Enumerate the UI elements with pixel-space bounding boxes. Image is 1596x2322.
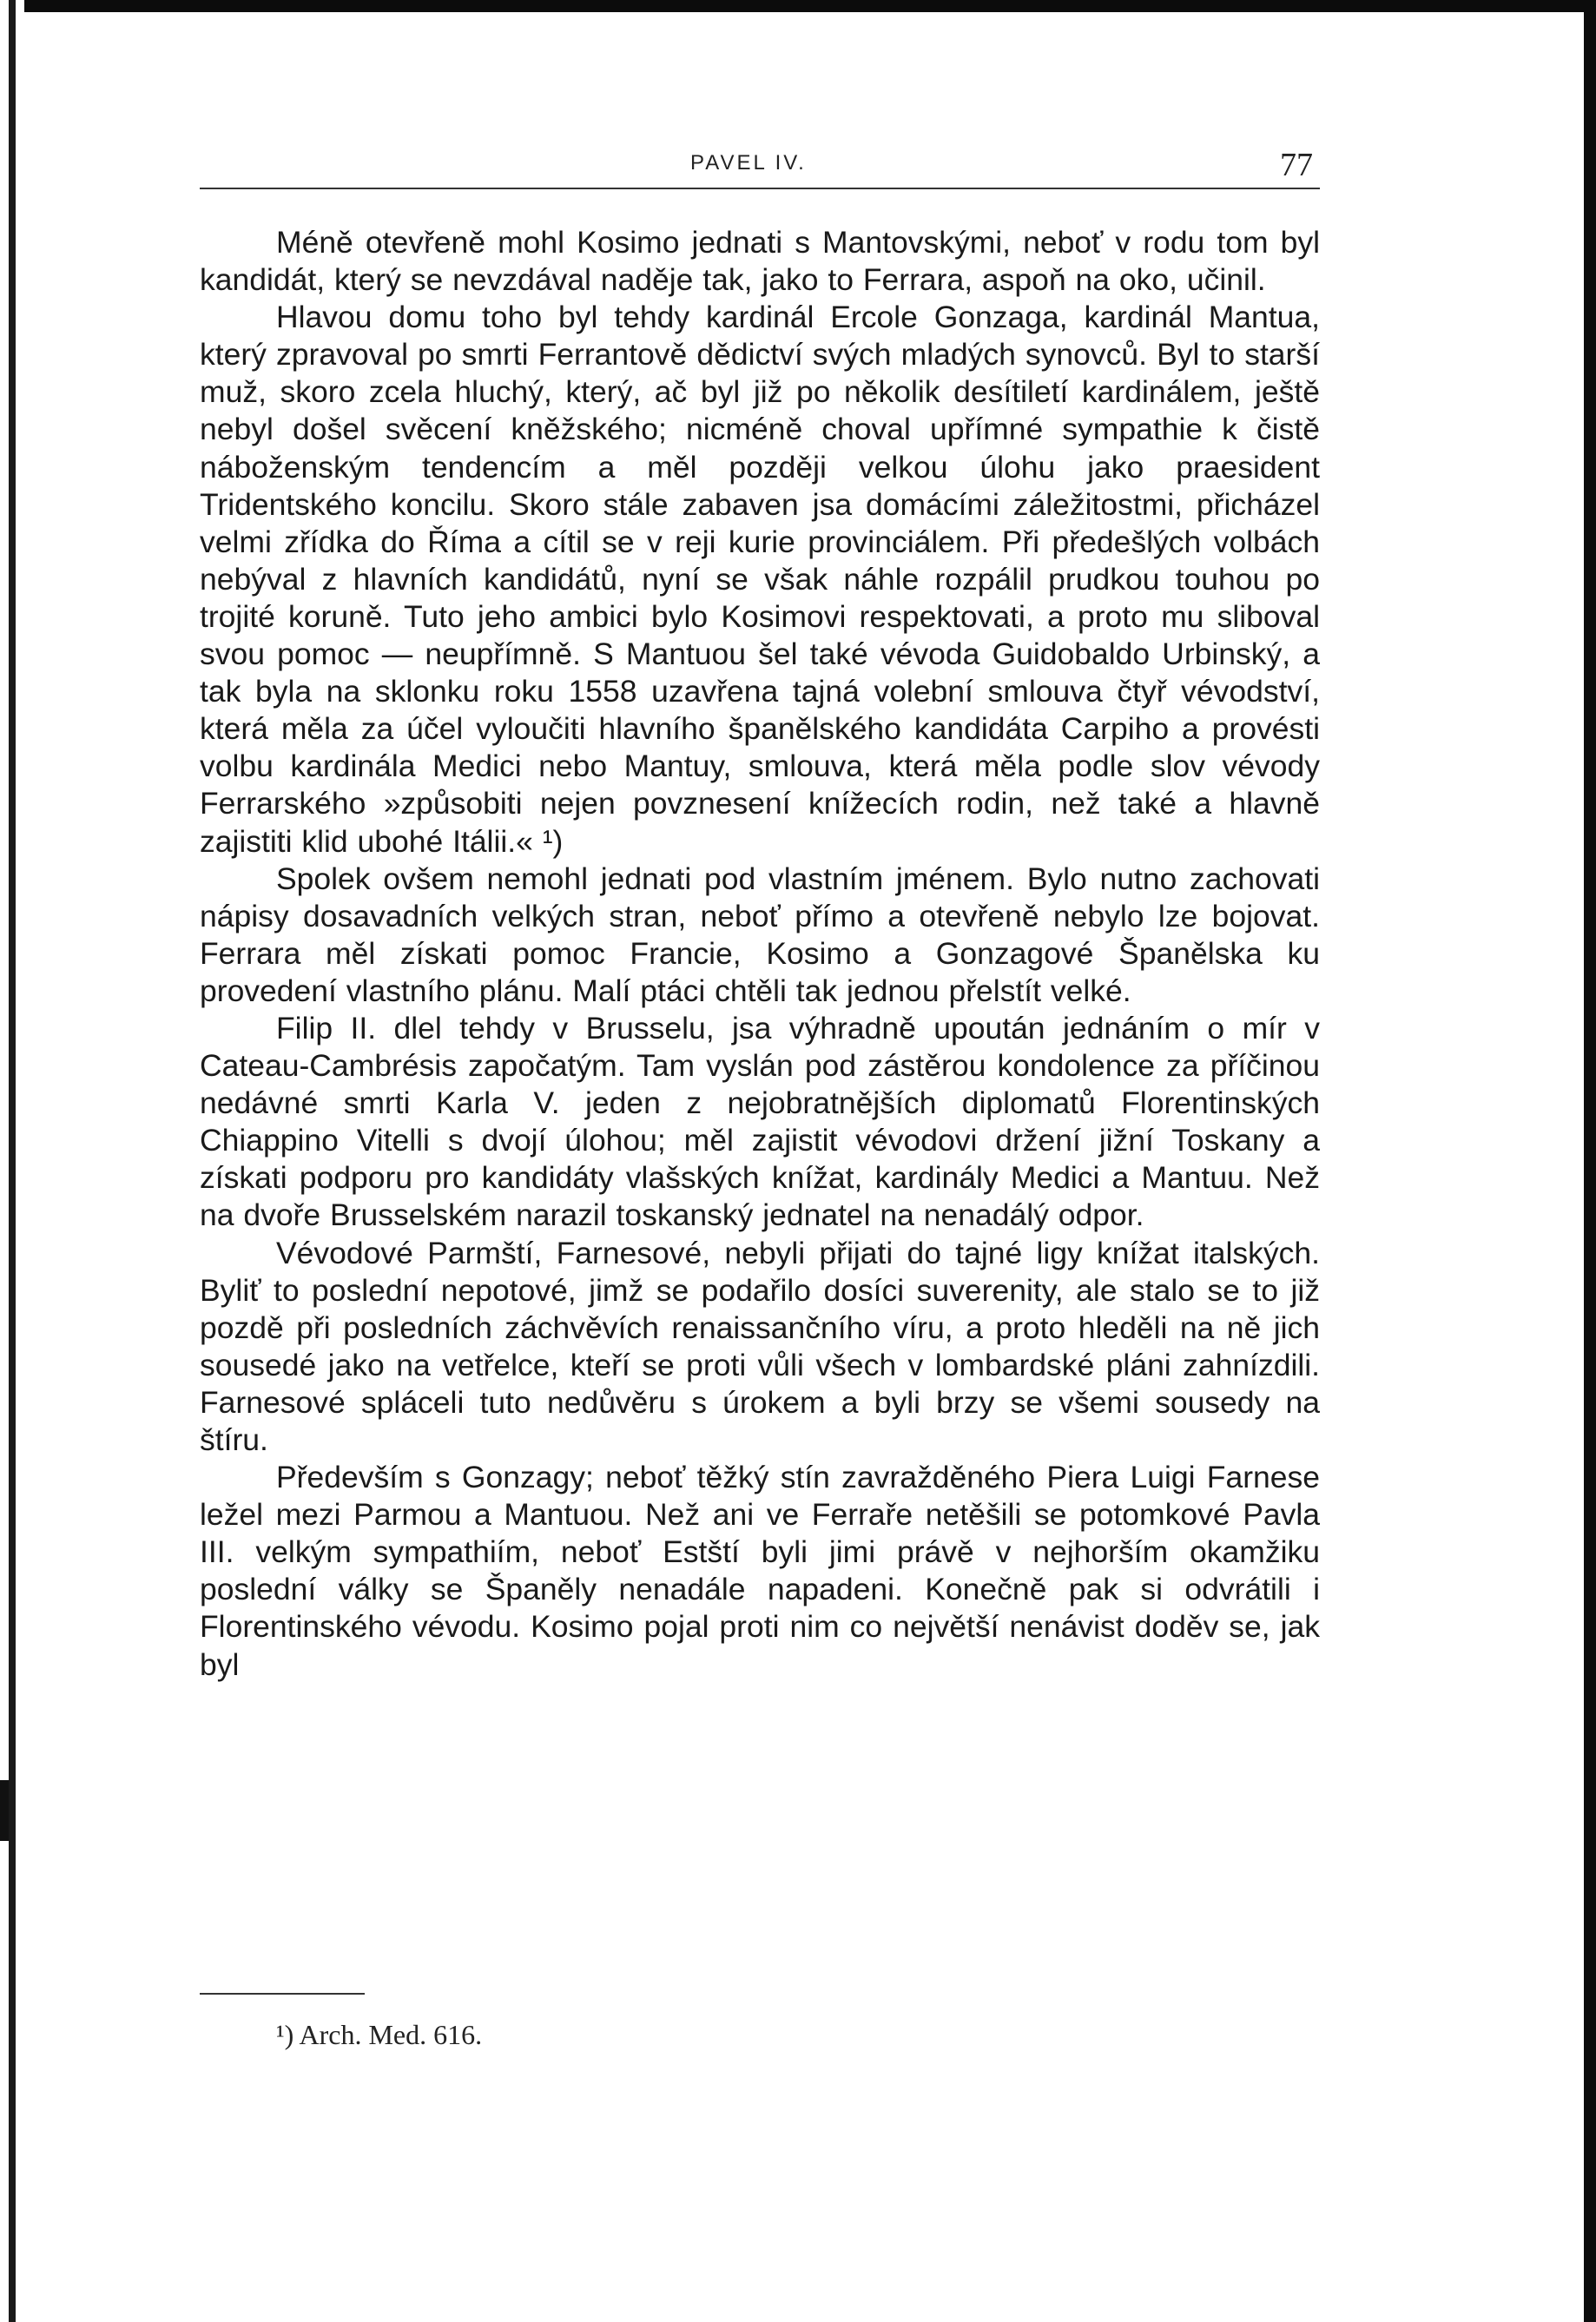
paragraph: Především s Gonzagy; neboť těžký stín zavražděného Piera Luigi Farnese ležel mezi Parmou a Mantuou. Než ani ve Ferraře netěšili se potomkové Pavla III. velkým sympathiím, neboť Estští byli jimi právě v nejhorším okamžiku poslední války se Španěly nenadále napadeni. Konečně pak si odvrátili i Florentinského vévodu. Kosimo pojal proti nim co největší nenávist doděv se, jak byl bbox=[200, 1460, 1320, 1682]
footnote-rule bbox=[200, 1993, 365, 1995]
scan-border-top bbox=[0, 0, 1596, 12]
footnote-marker: ¹) bbox=[276, 2019, 294, 2050]
running-title: PAVEL IV. bbox=[690, 151, 807, 175]
paragraph: Filip II. dlel tehdy v Brusselu, jsa výhradně upoután jednáním o mír v Cateau-Cambrésis započatým. Tam vyslán pod zástěrou kondolence za příčinou nedávné smrti Karla V. jeden z nejobratnějších diplomatů Florentinských Chiappino Vitelli s dvojí úlohou; měl zajistit vévodovi držení jižní Toskany a získati podporu pro kandidáty vlašských knížat, kardinály Medici a Mantuu. Než na dvoře Brusselském narazil toskanský jednatel na nenadálý odpor. bbox=[200, 1010, 1320, 1233]
paragraph: Méně otevřeně mohl Kosimo jednati s Mantovskými, neboť v rodu tom byl kandidát, který se nevzdával naděje tak, jako to Ferrara, aspoň na oko, učinil. bbox=[200, 225, 1320, 298]
footnote-text: Arch. Med. 616. bbox=[299, 2019, 483, 2050]
page-number: 77 bbox=[1280, 147, 1313, 183]
paragraph: Hlavou domu toho byl tehdy kardinál Ercole Gonzaga, kardinál Mantua, který zpravoval po smrti Ferrantově dědictví svých mladých synovců. Byl to starší muž, skoro zcela hluchý, který, ač byl již po několik desítiletí kardinálem, ještě nebyl došel svěcení kněžského; nicméně choval upřímné sympathie k čistě náboženským tendencím a měl později velkou úlohu jako praesident Tridentského koncilu. Skoro stále zabaven jsa domácími záležitostmi, přicházel velmi zřídka do Říma a cítil se v reji kurie provinciálem. Při předešlých volbách nebýval z hlavních kandidátů, nyní se však náhle rozpálil prudkou touhou po trojité koruně. Tuto jeho ambici bylo Kosimovi respektovati, a proto mu sliboval svou pomoc — neupřímně. S Mantuou šel také vévoda Guidobaldo Urbinský, a tak byla na sklonku roku 1558 uzavřena tajná volební smlouva čtyř vévodství, která měla za účel vyloučiti hlavního španělského kandidáta Carpiho a provésti volbu kardinála Medici nebo Mantuy, smlouva, která měla podle slov vévody Ferrarského »způsobiti nejen povznesení knížecích rodin, než také a hlavně zajistiti klid ubohé Itálii.« ¹) bbox=[200, 300, 1320, 859]
scan-margin-mark bbox=[0, 1780, 9, 1841]
paragraph: Vévodové Parmští, Farnesové, nebyli přijati do tajné ligy knížat italských. Byliť to poslední nepotové, jimž se podařilo dosíci suverenity, ale stalo se to již pozdě při posledních záchvěvích renaissančního víru, a proto hleděli na ně jich sousedé jako na vetřelce, kteří se proti vůli všech v lombardské pláni zahnízdili. Farnesové spláceli tuto nedůvěru s úrokem a byli brzy se všemi sousedy na štíru. bbox=[200, 1235, 1320, 1457]
paragraph: Spolek ovšem nemohl jednati pod vlastním jménem. Bylo nutno zachovati nápisy dosavadních velkých stran, neboť přímo a otevřeně nebylo lze bojovat. Ferrara měl získati pomoc Francie, Kosimo a Gonzagové Španělska ku provedení vlastního plánu. Malí ptáci chtěli tak jednou přelstít velké. bbox=[200, 861, 1320, 1008]
header-rule bbox=[200, 188, 1320, 189]
running-head bbox=[200, 146, 1320, 189]
body-text bbox=[200, 224, 1320, 1684]
scan-border-left bbox=[0, 0, 24, 2322]
footnote bbox=[276, 2019, 482, 2051]
scan-border-right bbox=[1584, 0, 1596, 2322]
